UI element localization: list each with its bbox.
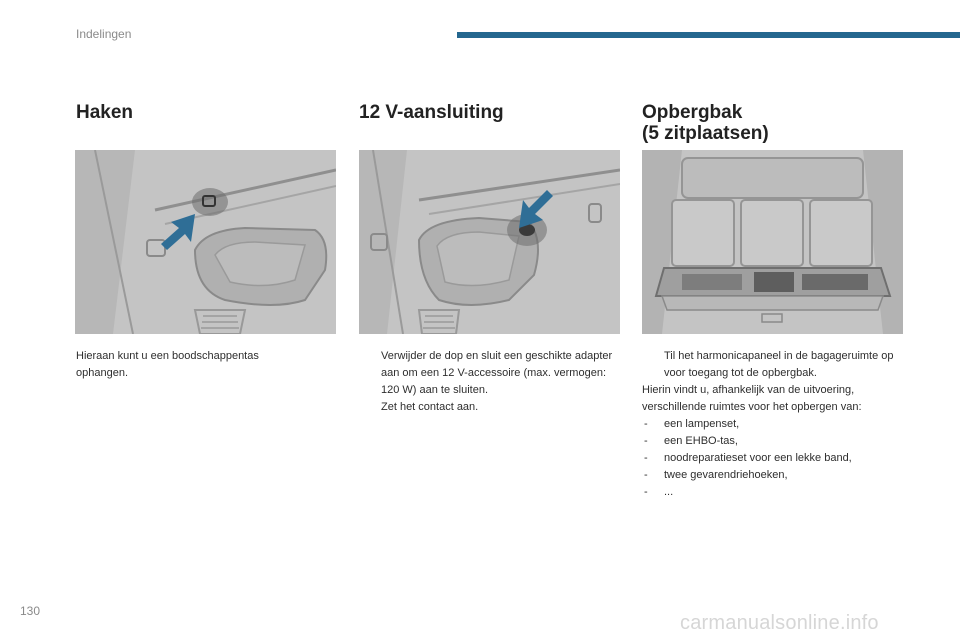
image-storage-bin xyxy=(642,150,903,334)
instruction-text: Verwijder de dop en sluit een geschikte adapter aan om een 12 V-accessoire (max. vermogen: 120 W) aan te sluiten. xyxy=(381,350,613,396)
image-hooks xyxy=(75,150,336,334)
dash-marker: - xyxy=(644,435,648,447)
list-item-text: ... xyxy=(664,486,674,498)
dash-marker: - xyxy=(644,452,648,464)
title-storage-bin xyxy=(642,102,769,144)
page-number: 130 xyxy=(20,604,41,618)
list-item-text: twee gevarendriehoeken, xyxy=(664,469,788,481)
socket-instructions xyxy=(359,348,621,416)
storage-description xyxy=(642,348,904,501)
dash-marker: - xyxy=(644,486,648,498)
watermark-text: carmanualsonline.info xyxy=(680,612,879,634)
image-12v-socket xyxy=(359,150,620,334)
list-item xyxy=(642,467,904,484)
dash-marker: - xyxy=(644,418,648,430)
instruction-item xyxy=(359,348,621,399)
list-item xyxy=(642,433,904,450)
list-item-text: een lampenset, xyxy=(664,418,740,430)
title-12v-socket: 12 V-aansluiting xyxy=(359,102,504,123)
list-item xyxy=(642,416,904,433)
list-item xyxy=(642,450,904,467)
hooks-description: Hieraan kunt u een boodschappentas ophangen. xyxy=(76,350,259,379)
section-tag: Indelingen xyxy=(76,27,132,41)
list-item-text: een EHBO-tas, xyxy=(664,435,738,447)
title-line: Opbergbak xyxy=(642,102,743,123)
instruction-text: Zet het contact aan. xyxy=(381,401,479,413)
header-accent-bar xyxy=(457,32,960,38)
title-line: (5 zitplaatsen) xyxy=(642,123,769,144)
dash-marker: - xyxy=(644,469,648,481)
list-item xyxy=(642,484,904,501)
instruction-item xyxy=(359,399,621,416)
instruction-text: Til het harmonicapaneel in de bagageruimte op voor toegang tot de opbergbak. xyxy=(664,350,894,379)
title-haken: Haken xyxy=(76,102,134,123)
instruction-item xyxy=(642,348,904,382)
storage-paragraph: Hierin vindt u, afhankelijk van de uitvoering, verschillende ruimtes voor het opbergen van: xyxy=(642,384,862,413)
list-item-text: noodreparatieset voor een lekke band, xyxy=(664,452,852,464)
